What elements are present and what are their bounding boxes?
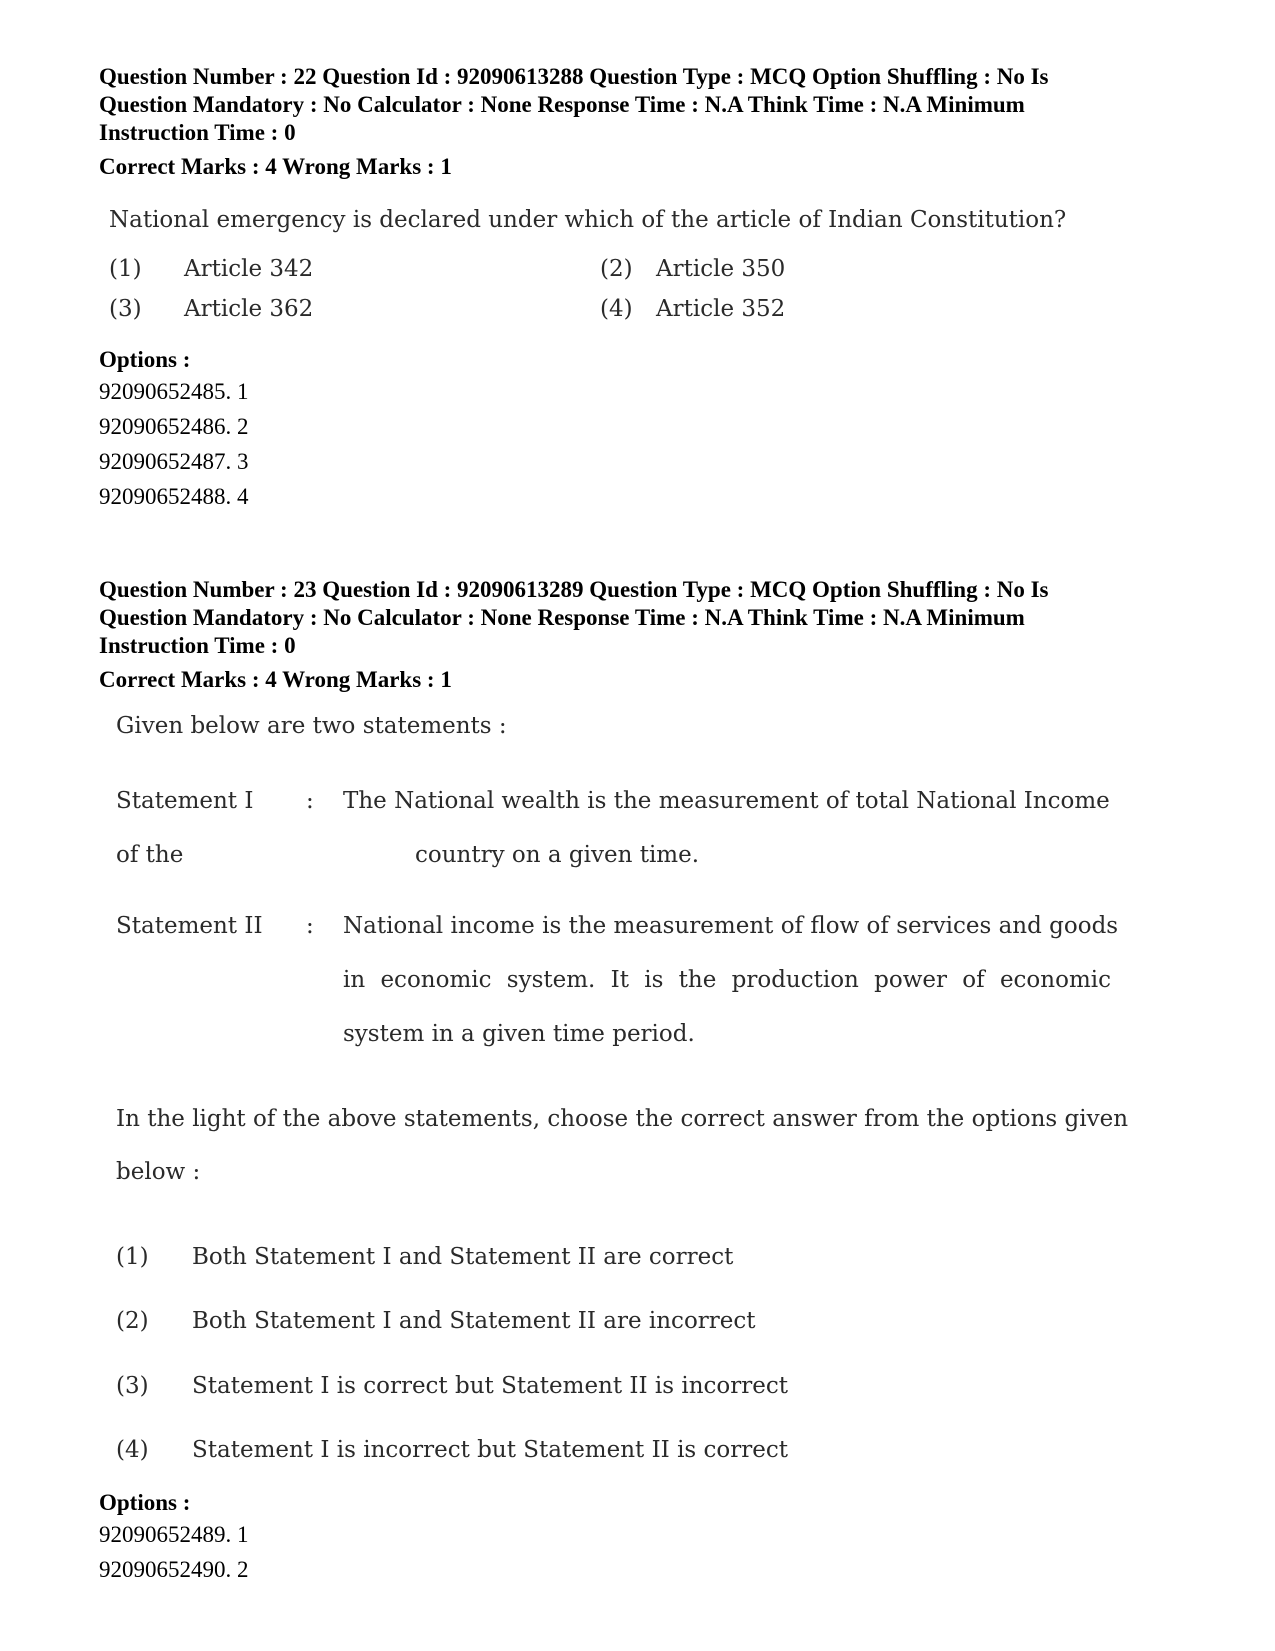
q23-choice-text: Statement I is incorrect but Statement II is correct bbox=[192, 1437, 789, 1463]
q23-choice-text: Both Statement I and Statement II are correct bbox=[192, 1244, 734, 1270]
q23-options-list bbox=[99, 1517, 249, 1587]
q23-options-title: Options : bbox=[99, 1490, 191, 1515]
q23-meta-line2: Question Mandatory : No Calculator : None Response Time : N.A Think Time : N.A Minimum bbox=[99, 605, 1025, 630]
q23-choice-4 bbox=[116, 1437, 788, 1463]
q23-choice-number: (2) bbox=[116, 1308, 149, 1334]
q22-meta bbox=[99, 63, 1179, 181]
q23-statement2-label: Statement II bbox=[116, 913, 263, 939]
q23-option-item: 92090652489. 1 bbox=[99, 1522, 249, 1547]
q22-option-item: 92090652488. 4 bbox=[99, 484, 249, 509]
q22-choice-2 bbox=[600, 256, 785, 282]
q22-marks: Correct Marks : 4 Wrong Marks : 1 bbox=[99, 154, 452, 179]
q22-choice-1 bbox=[109, 256, 313, 282]
q23-choice-text: Statement I is correct but Statement II is incorrect bbox=[192, 1373, 789, 1399]
q23-choice-number: (4) bbox=[116, 1437, 149, 1463]
q23-option-item: 92090652490. 2 bbox=[99, 1557, 249, 1582]
q23-statement1-label-cont: of the bbox=[116, 842, 184, 868]
q22-choice-number: (4) bbox=[600, 296, 633, 322]
q22-option-item: 92090652486. 2 bbox=[99, 414, 249, 439]
q22-meta-line1: Question Number : 22 Question Id : 92090613288 Question Type : MCQ Option Shuffling : No Is bbox=[99, 64, 1049, 89]
q23-intro: Given below are two statements : bbox=[116, 713, 507, 739]
q23-instruction-line2: below : bbox=[116, 1159, 201, 1185]
q22-choice-number: (2) bbox=[600, 256, 633, 282]
q22-choice-text: Article 352 bbox=[656, 296, 786, 322]
q23-marks: Correct Marks : 4 Wrong Marks : 1 bbox=[99, 667, 452, 692]
q22-choice-3 bbox=[109, 296, 313, 322]
q23-statement2-colon: : bbox=[306, 913, 314, 939]
q22-question-text: National emergency is declared under which of the article of Indian Constitution? bbox=[109, 207, 1067, 233]
q22-meta-line2: Question Mandatory : No Calculator : None Response Time : N.A Think Time : N.A Minimum bbox=[99, 92, 1025, 117]
q23-choice-text: Both Statement I and Statement II are incorrect bbox=[192, 1308, 756, 1334]
q23-meta-line3: Instruction Time : 0 bbox=[99, 633, 296, 658]
q22-choice-text: Article 342 bbox=[184, 256, 314, 282]
q22-choice-text: Article 362 bbox=[184, 296, 314, 322]
q23-statement1-line1: The National wealth is the measurement of total National Income bbox=[343, 788, 1110, 814]
q23-statement1-colon: : bbox=[306, 788, 314, 814]
q23-statement2-line2: in economic system. It is the production power of economic bbox=[343, 967, 1111, 993]
q23-statement2-line1: National income is the measurement of flow of services and goods bbox=[343, 913, 1119, 939]
q22-choice-number: (3) bbox=[109, 296, 142, 322]
q23-statement1-label: Statement I bbox=[116, 788, 254, 814]
q23-choice-number: (1) bbox=[116, 1244, 149, 1270]
q22-options-title: Options : bbox=[99, 347, 191, 372]
q23-choice-number: (3) bbox=[116, 1373, 149, 1399]
q23-choice-2 bbox=[116, 1308, 756, 1334]
q22-choice-4 bbox=[600, 296, 785, 322]
q22-choice-number: (1) bbox=[109, 256, 142, 282]
q23-instruction-line1: In the light of the above statements, choose the correct answer from the options given bbox=[116, 1106, 1129, 1132]
q23-choice-3 bbox=[116, 1373, 788, 1399]
q22-option-item: 92090652487. 3 bbox=[99, 449, 249, 474]
q23-statement2-line3: system in a given time period. bbox=[343, 1021, 695, 1047]
q22-option-item: 92090652485. 1 bbox=[99, 379, 249, 404]
q23-choice-1 bbox=[116, 1244, 733, 1270]
q23-meta bbox=[99, 576, 1179, 694]
q23-statement1-line2: country on a given time. bbox=[415, 842, 700, 868]
q22-options-list bbox=[99, 374, 249, 514]
q22-choice-text: Article 350 bbox=[656, 256, 786, 282]
q22-meta-line3: Instruction Time : 0 bbox=[99, 120, 296, 145]
q23-meta-line1: Question Number : 23 Question Id : 92090613289 Question Type : MCQ Option Shuffling : No Is bbox=[99, 577, 1049, 602]
